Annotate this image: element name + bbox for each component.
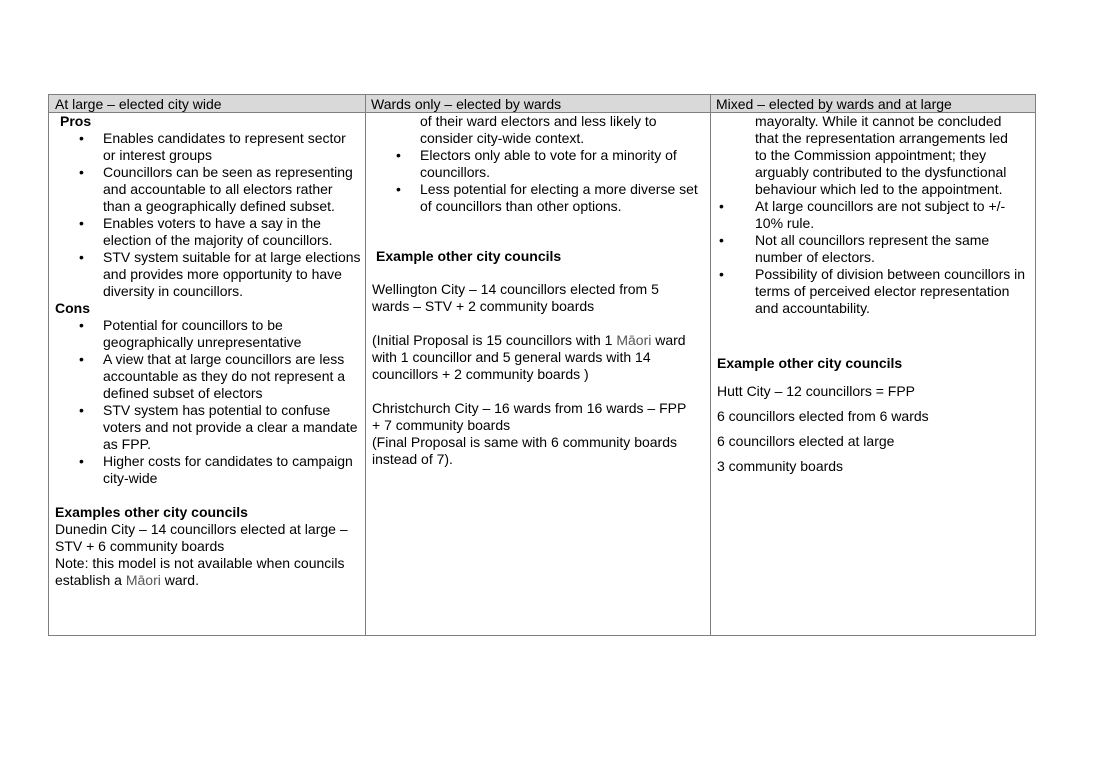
examples-heading: Example other city councils (376, 248, 562, 264)
header-mixed: Mixed – elected by wards and at large (710, 95, 1035, 113)
list-item: • Potential for councillors to be geographically unrepresentative (55, 317, 361, 351)
list-item: • Less potential for electing a more diverse set of councillors than other options. (372, 181, 704, 215)
example-text: (Final Proposal is same with 6 community boards (372, 434, 678, 450)
example-text: 6 councillors elected from 6 wards (717, 408, 929, 424)
maori-word: Māori (125, 572, 161, 588)
example-text: councillors + 2 community boards ) (372, 366, 589, 382)
mixed-list (717, 198, 1029, 317)
list-item: • Enables candidates to represent sector or interest groups (55, 130, 361, 164)
continued-text: behaviour which led to the appointment. (755, 181, 1003, 197)
header-wards-only: Wards only – elected by wards (365, 95, 710, 113)
list-item: • Councillors can be seen as representing and accountable to all electors rather than a geographically defined subset. (55, 164, 361, 215)
list-item: • Not all councillors represent the same number of electors. (717, 232, 1029, 266)
continued-text: mayoralty. While it cannot be concluded (755, 113, 1002, 129)
maori-word: Māori (616, 332, 652, 348)
list-item: • At large councillors are not subject to +/- 10% rule. (717, 198, 1029, 232)
example-text: Dunedin City – 14 councillors elected at large – (55, 521, 348, 537)
wards-list (372, 147, 704, 215)
cons-list (55, 317, 361, 487)
column-divider (710, 95, 711, 635)
column-at-large (55, 113, 361, 589)
example-text: wards – STV + 2 community boards (372, 298, 595, 314)
comparison-table (48, 94, 1036, 636)
list-item: • STV system suitable for at large elections and provides more opportunity to have diversity in councillors. (55, 249, 361, 300)
list-item: • Possibility of division between councillors in terms of perceived elector representation and accountability. (717, 266, 1029, 317)
continued-text: to the Commission appointment; they (755, 147, 987, 163)
continued-text: arguably contributed to the dysfunctional (755, 164, 1007, 180)
note-text: establish a Māori ward. (55, 572, 199, 588)
continued-text: that the representation arrangements led (755, 130, 1008, 146)
column-divider (365, 95, 366, 635)
cons-heading: Cons (55, 300, 90, 316)
header-at-large: At large – elected city wide (49, 95, 365, 113)
example-text: Wellington City – 14 councillors elected from 5 (372, 281, 659, 297)
example-text: Hutt City – 12 councillors = FPP (717, 383, 916, 399)
example-text: with 1 councillor and 5 general wards with 14 (372, 349, 651, 365)
example-text: (Initial Proposal is 15 councillors with 1 Māori ward (372, 332, 686, 348)
example-text: STV + 6 community boards (55, 538, 225, 554)
example-text: Christchurch City – 16 wards from 16 wards – FPP (372, 400, 687, 416)
list-item: • Enables voters to have a say in the election of the majority of councillors. (55, 215, 361, 249)
continued-text: of their ward electors and less likely to consider city-wide context. (420, 113, 657, 146)
examples-heading: Example other city councils (717, 355, 903, 371)
pros-list (55, 130, 361, 300)
list-item: • STV system has potential to confuse voters and not provide a clear a mandate as FPP. (55, 402, 361, 453)
example-text: 6 councillors elected at large (717, 433, 895, 449)
column-mixed (717, 113, 1029, 479)
column-wards-only (372, 113, 704, 468)
list-item: • Higher costs for candidates to campaign city-wide (55, 453, 361, 487)
list-item: • A view that at large councillors are less accountable as they do not represent a defined subset of electors (55, 351, 361, 402)
pros-heading: Pros (60, 113, 92, 129)
note-text: Note: this model is not available when councils (55, 555, 345, 571)
list-item: • Electors only able to vote for a minority of councillors. (372, 147, 704, 181)
example-text: + 7 community boards (372, 417, 511, 433)
example-text: 3 community boards (717, 458, 844, 474)
examples-heading: Examples other city councils (55, 504, 248, 520)
example-text: instead of 7). (372, 451, 453, 467)
